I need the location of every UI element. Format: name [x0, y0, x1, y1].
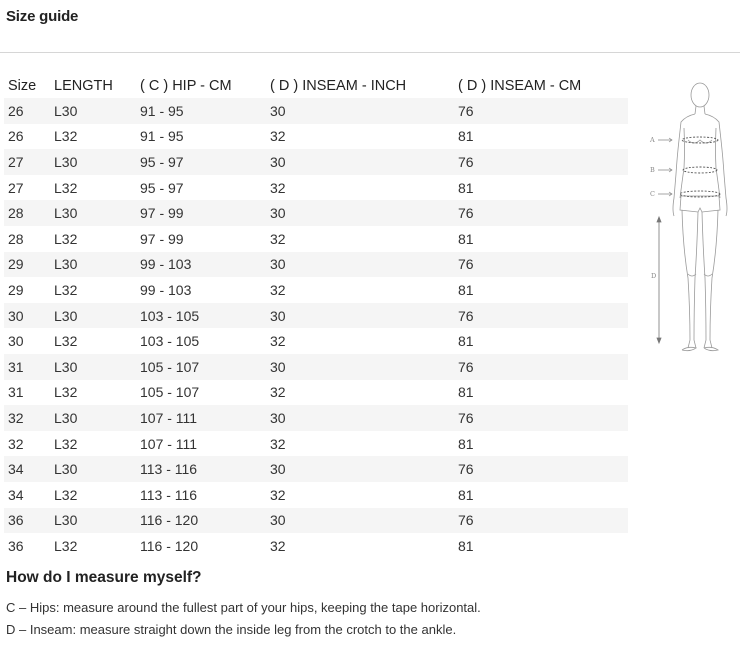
hip-cm-cell: 107 - 111	[140, 435, 198, 452]
length-cell: L32	[54, 230, 78, 247]
inseam-inch-cell: 30	[266, 508, 454, 534]
hip-cm-cell: 91 - 95	[136, 98, 266, 124]
inseam-inch-cell: 32	[270, 333, 286, 350]
column-header-size: Size	[8, 77, 37, 94]
inseam-inch-cell: 32	[270, 230, 286, 247]
table-row	[4, 149, 628, 175]
length-cell: L30	[50, 252, 136, 278]
column-header-hip-cm: ( C ) HIP - CM	[140, 77, 232, 94]
length-cell: L30	[50, 149, 136, 175]
hip-cm-cell: 113 - 116	[136, 456, 266, 482]
hip-cm-cell: 95 - 97	[136, 149, 266, 175]
table-row	[4, 277, 628, 303]
inseam-cm-cell: 81	[458, 333, 474, 350]
inseam-inch-cell: 30	[266, 456, 454, 482]
size-cell: 29	[8, 281, 24, 298]
length-cell: L32	[54, 281, 78, 298]
size-cell: 26	[4, 98, 50, 124]
table-row	[4, 98, 628, 124]
table-row	[4, 405, 628, 431]
table-row	[4, 328, 628, 354]
inseam-cm-cell: 76	[454, 456, 628, 482]
inseam-cm-cell: 81	[458, 179, 474, 196]
size-cell: 36	[8, 537, 24, 554]
length-cell: L32	[54, 435, 78, 452]
size-cell: 28	[8, 230, 24, 247]
inseam-inch-cell: 32	[270, 128, 286, 145]
hip-cm-cell: 103 - 105	[136, 303, 266, 329]
inseam-cm-cell: 81	[458, 537, 474, 554]
size-cell: 28	[4, 200, 50, 226]
size-table	[4, 73, 628, 559]
inseam-cm-cell: 76	[454, 405, 628, 431]
length-cell: L30	[50, 508, 136, 534]
inseam-inch-cell: 30	[266, 303, 454, 329]
size-cell: 30	[4, 303, 50, 329]
size-cell: 31	[8, 384, 24, 401]
length-cell: L32	[54, 333, 78, 350]
size-cell: 34	[4, 456, 50, 482]
size-cell: 36	[4, 508, 50, 534]
table-row	[4, 380, 628, 406]
table-row	[4, 431, 628, 457]
table-row	[4, 456, 628, 482]
length-cell: L32	[54, 537, 78, 554]
page-title: Size guide	[6, 8, 79, 25]
inseam-cm-cell: 81	[458, 281, 474, 298]
inseam-instruction: D – Inseam: measure straight down the inside leg from the crotch to the ankle.	[6, 622, 457, 637]
inseam-cm-cell: 76	[454, 149, 628, 175]
inseam-cm-cell: 76	[454, 508, 628, 534]
table-row	[4, 252, 628, 278]
length-cell: L30	[50, 98, 136, 124]
column-header-length: LENGTH	[54, 77, 113, 94]
inseam-cm-cell: 76	[454, 354, 628, 380]
table-row	[4, 124, 628, 150]
table-row	[4, 303, 628, 329]
inseam-inch-cell: 30	[266, 354, 454, 380]
figure-label-c: C	[650, 190, 655, 198]
inseam-inch-cell: 32	[270, 537, 286, 554]
table-row	[4, 175, 628, 201]
size-cell: 26	[8, 128, 24, 145]
inseam-cm-cell: 81	[458, 486, 474, 503]
inseam-inch-cell: 32	[270, 486, 286, 503]
hip-cm-cell: 105 - 107	[140, 384, 200, 401]
table-row	[4, 226, 628, 252]
inseam-inch-cell: 32	[270, 281, 286, 298]
figure-label-b: B	[650, 166, 655, 174]
hip-cm-cell: 116 - 120	[136, 508, 266, 534]
inseam-cm-cell: 81	[458, 435, 474, 452]
length-cell: L30	[50, 303, 136, 329]
hip-instruction: C – Hips: measure around the fullest part of your hips, keeping the tape horizontal.	[6, 600, 481, 615]
size-cell: 29	[4, 252, 50, 278]
size-cell: 27	[8, 179, 24, 196]
table-row	[4, 533, 628, 559]
inseam-cm-cell: 81	[458, 230, 474, 247]
size-cell: 31	[4, 354, 50, 380]
length-cell: L30	[50, 456, 136, 482]
inseam-inch-cell: 30	[266, 405, 454, 431]
column-header-inseam-inch: ( D ) INSEAM - INCH	[270, 77, 407, 94]
table-row	[4, 200, 628, 226]
size-cell: 27	[4, 149, 50, 175]
column-header-inseam-cm: ( D ) INSEAM - CM	[458, 77, 582, 94]
measure-heading: How do I measure myself?	[6, 569, 202, 586]
inseam-cm-cell: 76	[454, 252, 628, 278]
length-cell: L30	[50, 200, 136, 226]
length-cell: L32	[54, 384, 78, 401]
length-cell: L30	[50, 354, 136, 380]
length-cell: L32	[54, 486, 78, 503]
table-row	[4, 482, 628, 508]
inseam-cm-cell: 76	[454, 200, 628, 226]
size-cell: 32	[8, 435, 24, 452]
inseam-cm-cell: 76	[454, 98, 628, 124]
hip-cm-cell: 97 - 99	[136, 200, 266, 226]
header	[0, 0, 740, 53]
size-cell: 30	[8, 333, 24, 350]
table-row	[4, 354, 628, 380]
inseam-inch-cell: 30	[266, 200, 454, 226]
inseam-cm-cell: 76	[454, 303, 628, 329]
size-cell: 34	[8, 486, 24, 503]
inseam-inch-cell: 32	[270, 384, 286, 401]
hip-cm-cell: 103 - 105	[140, 333, 200, 350]
hip-cm-cell: 107 - 111	[136, 405, 266, 431]
figure-label-a: A	[650, 136, 655, 144]
length-cell: L32	[54, 128, 78, 145]
inseam-inch-cell: 30	[266, 98, 454, 124]
size-cell: 32	[4, 405, 50, 431]
hip-cm-cell: 97 - 99	[140, 230, 184, 247]
table-header-row	[4, 73, 628, 98]
hip-cm-cell: 105 - 107	[136, 354, 266, 380]
length-cell: L32	[54, 179, 78, 196]
inseam-inch-cell: 32	[270, 179, 286, 196]
table-row	[4, 508, 628, 534]
inseam-inch-cell: 30	[266, 252, 454, 278]
hip-cm-cell: 116 - 120	[140, 537, 199, 554]
body-measurement-figure-icon	[648, 78, 740, 360]
inseam-inch-cell: 30	[266, 149, 454, 175]
inseam-cm-cell: 81	[458, 384, 474, 401]
hip-cm-cell: 99 - 103	[140, 281, 192, 298]
inseam-inch-cell: 32	[270, 435, 286, 452]
length-cell: L30	[50, 405, 136, 431]
hip-cm-cell: 91 - 95	[140, 128, 184, 145]
hip-cm-cell: 95 - 97	[140, 179, 184, 196]
inseam-cm-cell: 81	[458, 128, 474, 145]
figure-label-d: D	[651, 272, 657, 280]
hip-cm-cell: 113 - 116	[140, 486, 198, 503]
hip-cm-cell: 99 - 103	[136, 252, 266, 278]
